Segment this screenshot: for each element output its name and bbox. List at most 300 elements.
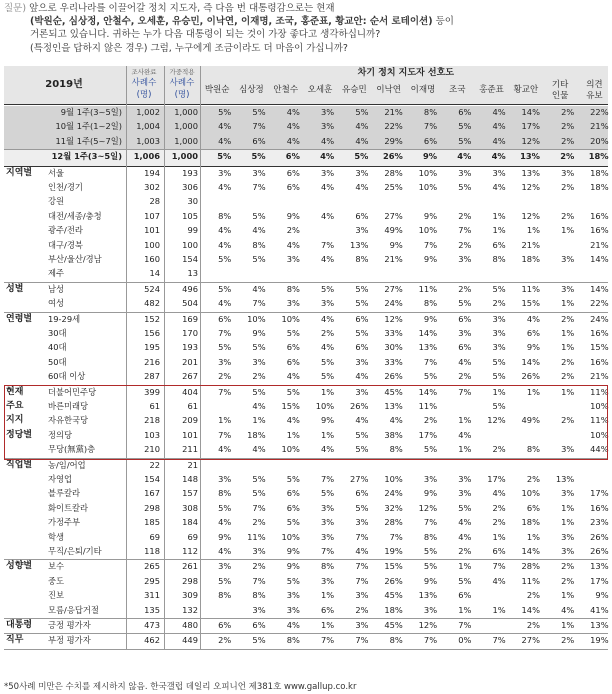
row-value: 17% [590,575,609,586]
header-candidate-1 [234,85,268,96]
row-value: 4% [218,135,232,146]
row-value: 6% [286,488,300,499]
row-value: 15% [281,401,300,411]
row-sample-n: 298 [144,502,160,513]
row-sample-n: 69 [149,531,160,542]
row-value: 3% [252,604,266,615]
row-value: 6% [286,502,300,513]
row-value: 8% [218,210,232,221]
row-label: 무당(無黨)층 [48,444,96,455]
row-value: 4% [491,151,506,162]
header-candidate-11 [577,80,611,102]
row-value: 4% [286,107,300,117]
question-line-3: 거론되고 있습니다. 귀하는 누가 다음 대통령이 되는 것이 가장 좋다고 생각하십니까? [30,29,381,41]
row-value: 17% [487,474,506,484]
column-divider [126,66,127,650]
row-label: 보수 [48,561,65,572]
row-value: 3% [355,517,369,528]
row-value: 27% [384,210,403,221]
row-value: 5% [286,575,300,586]
header-candidate-0 [200,85,234,96]
row-weighted-n: 69 [187,531,198,542]
row-value: 5% [355,107,369,117]
row-value: 12% [418,620,438,630]
row-label: 부산/울산/경남 [48,254,102,264]
row-value: 2% [492,517,506,528]
row-weighted-n: 267 [182,371,198,382]
row-value: 2% [355,604,369,615]
row-sample-n: 482 [144,298,160,309]
row-value: 4% [286,239,300,250]
row-value: 8% [492,254,506,264]
header-candidate-part: 이재명 [410,85,436,95]
row-value: 7% [321,635,335,646]
row-value: 5% [218,254,232,264]
row-value: 4% [252,225,266,236]
row-value: 13% [521,167,540,178]
row-value: 6% [458,313,472,324]
row-sample-n: 14 [149,268,160,279]
row-weighted-n: 211 [182,444,198,455]
column-divider [164,66,165,650]
header-candidate-part: 오세훈 [307,85,333,95]
row-value: 2% [561,371,575,382]
row-label: 농/임/어업 [48,459,86,470]
row-weighted-n: 148 [182,474,198,484]
row-value: 4% [321,254,335,264]
row-weighted-n: 306 [182,182,198,192]
row-weighted-n: 298 [182,575,198,586]
header-weighted-label: 가중적용 [169,68,195,76]
row-value: 4% [218,298,232,309]
row-weighted-n: 193 [182,167,198,178]
header-candidate-part: 유승민 [342,85,367,95]
row-group: 연령별 [6,313,33,324]
row-sample-n: 195 [144,342,160,353]
row-value: 3% [218,561,232,572]
row-value: 3% [218,356,232,367]
row-value: 27% [350,474,369,484]
row-sample-n: 28 [149,196,160,207]
row-value: 7% [321,474,335,484]
row-value: 2% [561,635,575,646]
row-value: 12% [418,502,438,513]
row-value: 3% [561,546,575,556]
row-divider [4,649,608,650]
row-value: 2% [423,415,438,426]
row-value: 3% [252,546,266,556]
row-value: 1% [561,502,575,513]
row-value: 3% [458,167,472,178]
row-value: 3% [458,254,472,264]
row-value: 4% [252,283,266,294]
row-weighted-n: 309 [182,590,198,601]
row-value: 5% [458,502,472,513]
row-sample-n: 167 [144,488,160,499]
row-weighted-n: 61 [187,401,198,411]
row-value: 2% [252,561,266,572]
row-value: 4% [320,151,335,162]
row-weighted-n: 157 [182,488,198,499]
row-label: 60대 이상 [48,371,86,382]
row-value: 8% [286,283,300,294]
row-value: 3% [561,167,575,178]
row-value: 4% [321,444,335,455]
row-label: 9월 1주(3~5일) [60,107,122,117]
row-weighted-n: 100 [182,239,198,250]
header-sample-unit: (명) [136,90,152,100]
row-value: 9% [321,415,335,426]
row-value: 2% [561,135,575,146]
row-group: 성향별 [6,561,33,572]
row-weighted-n: 1,000 [174,135,198,146]
row-value: 21% [384,254,403,264]
header-candidate-part: 유보 [586,91,603,101]
row-value: 2% [526,590,540,601]
row-sample-n: 218 [144,415,160,426]
row-label: 중도 [48,575,65,586]
row-value: 28% [384,517,403,528]
row-value: 7% [492,635,506,646]
row-value: 5% [286,517,300,528]
row-value: 8% [218,590,232,601]
row-value: 21% [590,121,609,132]
row-divider [4,312,608,313]
row-value: 4% [492,575,506,586]
row-value: 5% [492,356,506,367]
row-value: 2% [561,415,575,426]
row-value: 3% [355,620,369,630]
row-value: 24% [590,313,609,324]
row-value: 5% [355,283,369,294]
row-value: 6% [526,328,540,338]
row-value: 5% [321,371,335,382]
row-divider [4,618,608,619]
question-line-4: (특정인을 답하지 않은 경우) 그럼, 누구에게 조금이라도 더 마음이 가십니까? [30,42,348,54]
row-value: 4% [286,620,300,630]
row-value: 1% [458,604,472,615]
row-value: 18% [521,517,540,528]
row-value: 4% [218,517,232,528]
row-value: 3% [286,298,300,309]
row-value: 10% [281,313,300,324]
row-value: 28% [384,167,403,178]
row-label: 강원 [48,196,65,207]
header-year: 2019년 [45,79,83,90]
row-value: 4% [355,182,369,192]
row-value: 12% [521,210,540,221]
row-value: 10% [281,444,300,455]
row-value: 5% [252,635,266,646]
row-value: 3% [218,474,232,484]
header-sample-sub: 사례수 [131,78,157,88]
row-value: 4% [458,356,472,367]
row-sample-n: 311 [144,590,160,601]
row-value: 7% [423,356,438,367]
row-value: 2% [458,239,472,250]
row-value: 18% [521,254,540,264]
row-label: 서울 [48,167,65,178]
row-value: 7% [218,429,232,440]
row-value: 4% [252,444,266,455]
row-label: 가정주부 [48,517,81,528]
row-value: 33% [384,356,403,367]
row-value: 1% [321,429,335,440]
row-value: 5% [252,342,266,353]
row-value: 1% [286,429,300,440]
header-candidate-8 [474,85,508,96]
row-value: 4% [492,488,506,499]
row-value: 5% [458,575,472,586]
row-value: 4% [321,135,335,146]
row-value: 2% [492,502,506,513]
row-value: 1% [526,531,540,542]
row-group: 대통령 [6,620,33,630]
row-label: 모름/응답거절 [48,604,99,615]
row-value: 21% [590,239,609,250]
row-weighted-n: 1,000 [174,121,198,132]
row-value: 4% [458,429,472,440]
row-sample-n: 185 [144,517,160,528]
row-value: 7% [218,386,232,397]
row-value: 49% [521,415,540,426]
row-value: 3% [252,167,266,178]
row-value: 5% [355,328,369,338]
row-value: 8% [423,298,438,309]
row-value: 13% [590,561,609,572]
row-value: 6% [355,313,369,324]
row-value: 2% [561,561,575,572]
row-value: 4% [286,415,300,426]
row-weighted-n: 184 [182,517,198,528]
row-value: 4% [561,604,575,615]
row-value: 26% [350,401,369,411]
row-value: 3% [252,356,266,367]
row-value: 5% [252,107,266,117]
row-weighted-n: 154 [182,254,198,264]
row-sample-n: 287 [144,371,160,382]
row-value: 1% [492,386,506,397]
row-value: 21% [521,239,540,250]
row-value: 7% [355,575,369,586]
row-value: 4% [286,135,300,146]
row-value: 26% [382,151,403,162]
row-sample-n: 295 [144,575,160,586]
row-value: 2% [561,210,575,221]
row-value: 3% [321,121,335,132]
row-value: 23% [590,517,609,528]
row-value: 9% [423,313,438,324]
row-value: 11% [521,283,540,294]
row-value: 6% [458,342,472,353]
row-value: 2% [252,371,266,382]
row-value: 3% [561,531,575,542]
row-weighted-n: 30 [187,196,198,207]
row-value: 2% [458,546,472,556]
row-group: 직무 [6,635,24,646]
row-value: 8% [286,635,300,646]
header-candidate-part: 안철수 [273,85,299,95]
row-value: 7% [458,386,472,397]
row-label: 대구/경북 [48,239,83,250]
row-value: 19% [590,635,609,646]
row-value: 5% [218,283,232,294]
row-value: 15% [590,342,609,353]
row-weighted-n: 170 [182,328,198,338]
row-weighted-n: 13 [187,268,198,279]
row-value: 5% [252,210,266,221]
header-candidate-part: 심상정 [239,85,264,95]
row-value: 3% [286,604,300,615]
row-value: 3% [561,444,575,455]
row-value: 5% [321,283,335,294]
row-label: 무직/은퇴/기타 [48,546,102,556]
row-value: 0% [458,635,472,646]
row-label: 바른미래당 [48,401,89,411]
row-value: 17% [418,429,438,440]
row-value: 1% [561,328,575,338]
row-label: 광주/전라 [48,225,83,236]
row-value: 1% [492,531,506,542]
row-value: 3% [218,167,232,178]
row-value: 3% [321,531,335,542]
row-value: 5% [251,151,266,162]
row-value: 3% [286,254,300,264]
row-value: 1% [321,386,335,397]
row-value: 1% [526,386,540,397]
row-sample-n: 135 [144,604,160,615]
row-value: 6% [286,182,300,192]
row-value: 4% [321,210,335,221]
row-sample-n: 302 [144,182,160,192]
row-value: 49% [384,225,403,236]
row-sample-n: 462 [144,635,160,646]
row-value: 6% [355,210,369,221]
row-value: 13% [590,620,609,630]
row-value: 12% [487,415,506,426]
row-value: 2% [561,313,575,324]
row-value: 10% [418,167,438,178]
row-value: 8% [252,239,266,250]
row-value: 11% [418,283,438,294]
row-label: 학생 [48,531,65,542]
row-value: 3% [321,575,335,586]
row-value: 18% [588,151,609,162]
row-weighted-n: 308 [182,502,198,513]
row-value: 2% [252,517,266,528]
row-value: 21% [384,107,403,117]
row-value: 7% [389,531,403,542]
row-value: 1% [561,298,575,309]
row-weighted-n: 209 [182,415,198,426]
row-value: 4% [321,313,335,324]
row-value: 5% [252,386,266,397]
header-candidate-5 [372,85,406,96]
row-value: 3% [423,474,438,484]
row-value: 5% [321,488,335,499]
row-value: 2% [561,356,575,367]
row-value: 1% [321,620,335,630]
row-value: 18% [590,167,609,178]
question-line-2: (박원순, 심상정, 안철수, 오세훈, 유승민, 이낙연, 이재명, 조국, 홍준표, 황교안: 순서 로테이션) [30,16,433,28]
row-value: 10% [521,488,540,499]
row-value: 13% [418,342,438,353]
header-weighted-unit: (명) [174,90,190,100]
row-value: 24% [384,488,403,499]
row-value: 18% [384,604,403,615]
row-value: 5% [218,502,232,513]
row-value: 4% [218,121,232,132]
row-value: 9% [423,488,438,499]
row-value: 4% [252,401,266,411]
row-value: 2% [492,444,506,455]
row-group: 성별 [6,283,24,294]
row-value: 29% [384,135,403,146]
row-value: 13% [520,151,540,162]
row-value: 6% [252,135,266,146]
row-value: 25% [384,182,403,192]
row-value: 4% [355,121,369,132]
row-sample-n: 1,004 [136,121,160,132]
row-weighted-n: 169 [182,313,198,324]
row-value: 16% [590,328,609,338]
row-value: 5% [423,371,438,382]
row-value: 32% [384,502,403,513]
row-value: 7% [458,225,472,236]
row-label: 진보 [48,590,65,601]
row-value: 2% [458,283,472,294]
row-value: 3% [458,328,472,338]
row-value: 9% [595,590,609,601]
row-value: 5% [355,444,369,455]
row-value: 6% [286,356,300,367]
row-value: 4% [355,415,369,426]
row-value: 9% [218,531,232,542]
row-value: 5% [286,328,300,338]
row-value: 8% [423,107,438,117]
row-value: 5% [354,151,369,162]
row-value: 3% [458,488,472,499]
row-value: 45% [384,590,403,601]
header-candidate-10 [543,80,577,102]
row-value: 3% [561,488,575,499]
header-divider [4,104,608,105]
row-value: 16% [590,502,609,513]
row-value: 2% [218,635,232,646]
row-value: 6% [492,546,506,556]
row-value: 9% [423,151,438,162]
row-divider [4,166,608,167]
row-value: 5% [321,356,335,367]
row-value: 4% [457,151,472,162]
row-value: 15% [384,561,403,572]
row-value: 10% [315,401,335,411]
row-value: 22% [590,107,609,117]
row-value: 12% [521,182,540,192]
row-label: 10월 1주(1~2일) [55,121,122,132]
row-value: 3% [321,167,335,178]
header-weighted-sub: 사례수 [169,78,195,88]
row-value: 8% [389,444,403,455]
row-value: 3% [286,590,300,601]
row-value: 1% [492,210,506,221]
row-value: 12% [521,135,540,146]
row-value: 5% [218,342,232,353]
row-sample-n: 118 [144,546,160,556]
row-value: 7% [252,298,266,309]
row-value: 7% [423,635,438,646]
row-sample-n: 100 [144,239,160,250]
